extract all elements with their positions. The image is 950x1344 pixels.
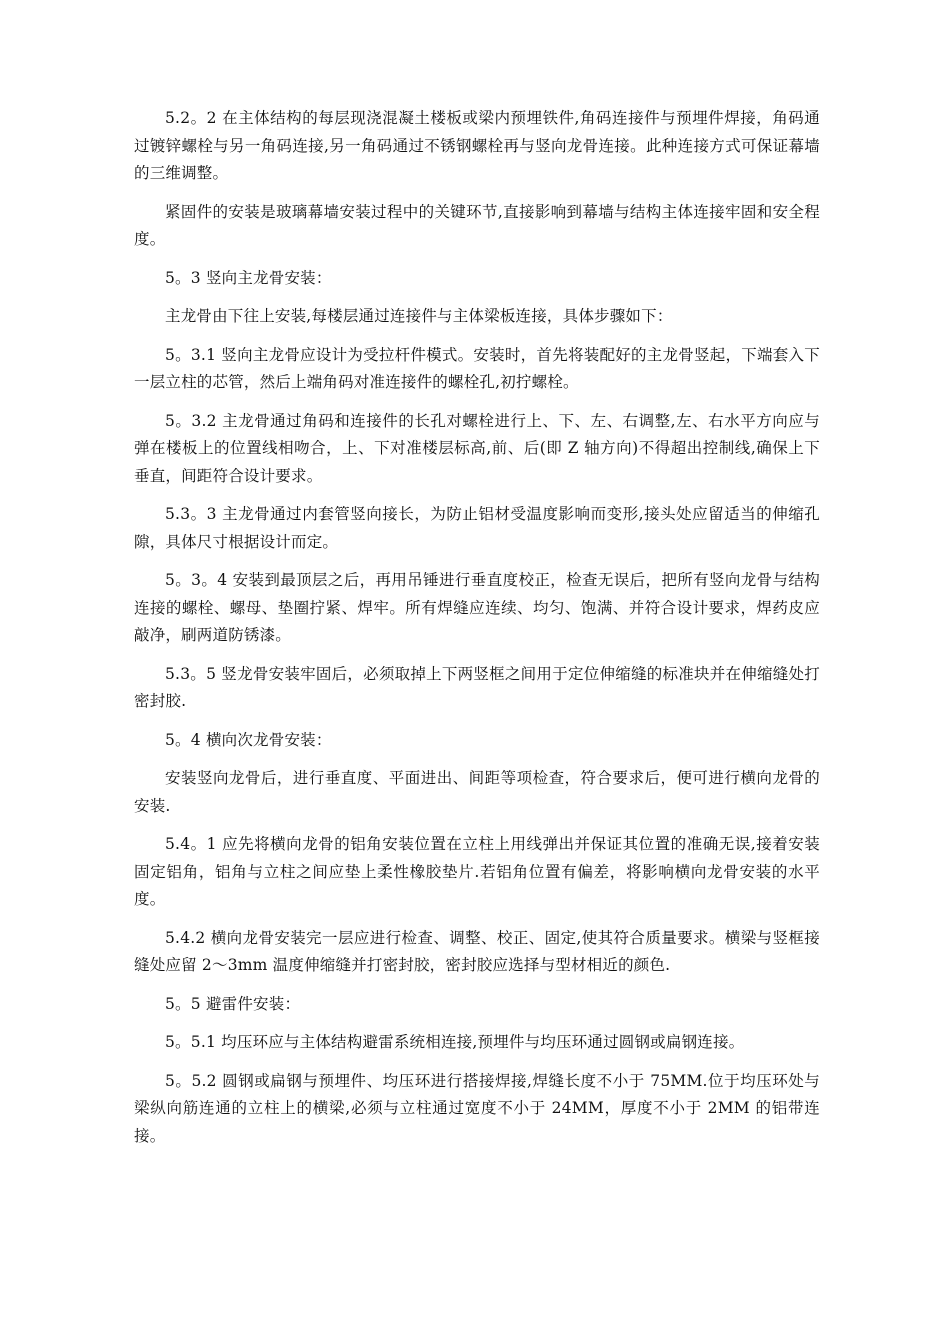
- paragraph-5-5-1: 5。5.1 均压环应与主体结构避雷系统相连接,预埋件与均压环通过圆钢或扁钢连接。: [165, 1033, 745, 1051]
- paragraph-cross-keel-intro: 安装竖向龙骨后，进行垂直度、平面进出、间距等项检查，符合要求后，便可进行横向龙骨的安装.: [134, 769, 820, 815]
- heading-5-4: 5。4 横向次龙骨安装：: [165, 730, 332, 749]
- heading-5-3: 5。3 竖向主龙骨安装：: [165, 268, 332, 287]
- document-body: [134, 105, 820, 1161]
- paragraph-5-3-2: 5。3.2 主龙骨通过角码和连接件的长孔对螺栓进行上、下、左、右调整,左、右水平方向应与弹在楼板上的位置线相吻合，上、下对准楼层标高,前、后(即 Z 轴方向)不得超出控制线,确保上下垂直，间距符合设计要求。: [134, 411, 820, 485]
- paragraph-5-5-2: 5。5.2 圆钢或扁钢与预埋件、均压环进行搭接焊接,焊缝长度不小于 75MM.位于均压环处与梁纵向筋连通的立柱上的横梁,必须与立柱通过宽度不小于 24MM，厚度不小于 2MM 的铝带连接。: [134, 1071, 820, 1145]
- heading-5-5: 5。5 避雷件安装：: [165, 994, 301, 1013]
- paragraph-5-3-1: 5。3.1 竖向主龙骨应设计为受拉杆件模式。安装时，首先将装配好的主龙骨竖起，下端套入下一层立柱的芯管，然后上端角码对准连接件的螺栓孔,初拧螺栓。: [134, 345, 820, 391]
- paragraph-5-4-2: 5.4.2 横向龙骨安装完一层应进行检查、调整、校正、固定,使其符合质量要求。横梁与竖框接缝处应留 2～3mm 温度伸缩缝并打密封胶，密封胶应选择与型材相近的颜色.: [134, 928, 820, 974]
- paragraph-5-3-5: 5.3。5 竖龙骨安装牢固后，必须取掉上下两竖框之间用于定位伸缩缝的标准块并在伸缩缝处打密封胶.: [134, 664, 820, 710]
- paragraph-5-3-3: 5.3。3 主龙骨通过内套管竖向接长，为防止铝材受温度影响而变形,接头处应留适当的伸缩孔隙，具体尺寸根据设计而定。: [134, 505, 820, 551]
- paragraph-fastener-note: 紧固件的安装是玻璃幕墙安装过程中的关键环节,直接影响到幕墙与结构主体连接牢固和安全程度。: [134, 202, 820, 248]
- paragraph-main-keel-intro: 主龙骨由下往上安装,每楼层通过连接件与主体梁板连接，具体步骤如下：: [165, 307, 673, 325]
- paragraph-5-4-1: 5.4。1 应先将横向龙骨的铝角安装位置在立柱上用线弹出并保证其位置的准确无误,接着安装固定铝角，铝角与立柱之间应垫上柔性橡胶垫片.若铝角位置有偏差，将影响横向龙骨安装的水平度。: [134, 835, 820, 908]
- paragraph-5-2-2: 5.2。2 在主体结构的每层现浇混凝土楼板或梁内预埋铁件,角码连接件与预埋件焊接，角码通过镀锌螺栓与另一角码连接,另一角码通过不锈钢螺栓再与竖向龙骨连接。此种连接方式可保证幕墙的三维调整。: [134, 109, 820, 182]
- paragraph-5-3-4: 5。3。4 安装到最顶层之后，再用吊锤进行垂直度校正，检查无误后，把所有竖向龙骨与结构连接的螺栓、螺母、垫圈拧紧、焊牢。所有焊缝应连续、均匀、饱满、并符合设计要求，焊药皮应敲净，刷两道防锈漆。: [134, 571, 820, 644]
